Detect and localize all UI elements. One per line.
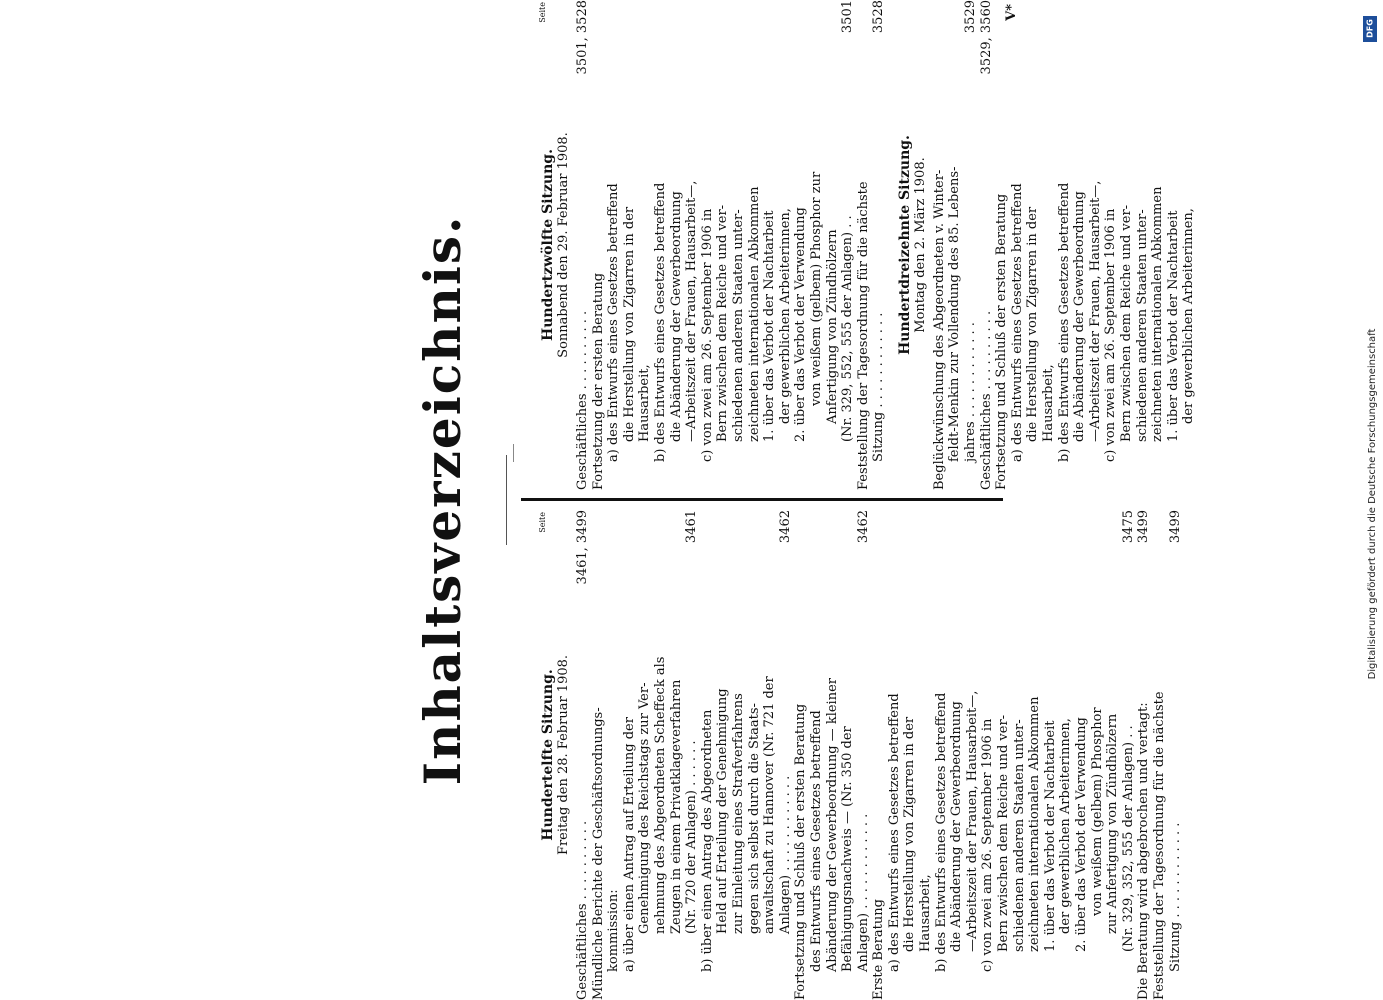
toc-entry [622,0,638,490]
toc-entry-text: Bern zwischen dem Reiche und ver- [996,714,1012,952]
toc-entry-text: Sitzung . . . . . . . . . . . . [1167,822,1183,972]
toc-entry [1103,0,1119,490]
toc-entry-text: anwaltschaft zu Hannover (Nr. 721 der [762,676,778,934]
toc-entry [1074,510,1090,1000]
toc-entry [918,510,934,1000]
toc-entry-text: zur Einleitung eines Strafverfahrens [730,693,746,934]
toc-entry [1027,510,1043,1000]
toc-entry [1025,0,1041,490]
toc-entry [793,510,809,1000]
toc-entry-text: Geschäftliches . . . . . . . . . . [978,310,994,490]
toc-entry [1012,510,1028,1000]
toc-entry-text: die Abänderung der Gewerbeordnung [1072,191,1088,442]
toc-entry [902,510,918,1000]
toc-entry [637,510,653,1000]
toc-entry [1057,0,1073,490]
toc-entry-text: feldt-Menkin zur Vollendung des 85. Lebens- [947,166,963,462]
toc-page-ref: 3499 [1136,510,1152,544]
dfg-logo-text: DFG [1365,19,1375,38]
session-heading: Hundertelfte Sitzung. [540,669,556,841]
toc-entry [715,0,731,490]
session-heading: Hundertdreizehnte Sitzung. [896,135,913,355]
toc-entry-text: der gewerblichen Arbeiterinnen, [1181,208,1197,424]
toc-entry [684,0,700,490]
toc-entry-text: von weißem (gelbem) Phosphor zur [808,171,824,406]
toc-page-ref: 3462 [855,510,871,544]
toc-entry [1166,0,1182,490]
toc-entry-text: Fortsetzung der ersten Beratung [590,272,606,490]
toc-entry-text: Fortsetzung und Schluß der ersten Beratung [994,193,1010,490]
toc-entry [575,0,591,490]
toc-entry [1072,0,1088,490]
toc-entry-text: 1. über das Verbot der Nachtarbeit [1042,720,1058,952]
toc-entry [700,0,716,490]
toc-entry-text: Erste Beratung [871,899,887,1000]
toc-entry-text: schiedenen anderen Staaten unter- [1011,719,1027,952]
toc-entry [669,0,685,490]
toc-entry-text: Beglückwünschung des Abgeordneten v. Winter- [931,169,947,490]
toc-entry-text: die Herstellung von Zigarren in der [621,206,637,442]
toc-entry-text: (Nr. 329, 552, 555 der Anlagen) . . [840,215,856,442]
toc-entry [963,0,979,490]
toc-entry [809,510,825,1000]
toc-entry [1152,510,1168,1000]
title-rule-small [513,444,514,462]
toc-entry-text: Anlagen) . . . . . . . . . . . . [855,813,871,972]
toc-entry-text: b) des Entwurfs eines Gesetzes betreffend [933,692,949,972]
toc-entry-text: —Arbeitszeit der Frauen, Hausarbeit—, [684,180,700,442]
page-number: V* [1004,4,1019,21]
toc-entry-text: Fortsetzung und Schluß der ersten Beratung [793,703,809,1000]
toc-entry [809,0,825,490]
toc-entry [591,0,607,490]
toc-entry-text: c) von zwei am 26. September 1906 in [980,718,996,972]
toc-entry [949,510,965,1000]
toc-entry-text: die Herstellung von Zigarren in der [1025,206,1041,442]
toc-entry-text: Die Beratung wird abgebrochen und vertagt: [1136,702,1152,1000]
toc-entry-text: nehmung des Abgeordneten Scheffeck als [652,656,668,934]
toc-page-ref: 3529, 3560 [978,0,994,75]
toc-entry [1181,0,1197,490]
toc-entry [1105,510,1121,1000]
toc-entry [996,510,1012,1000]
toc-entry-text: die Abänderung der Gewerbeordnung [668,191,684,442]
toc-page-ref: 3461 [684,510,700,544]
session-date: Montag den 2. März 1908. [912,157,928,333]
toc-entry-text: a) des Entwurfs eines Gesetzes betreffend [606,183,622,462]
toc-entry-text: des Entwurfs eines Gesetzes betreffend [808,710,824,972]
toc-entry-text: schiedenen anderen Staaten unter- [730,209,746,442]
toc-entry [669,510,685,1000]
toc-entry [1150,0,1166,490]
toc-entry [856,510,872,1000]
toc-entry-text: der gewerblichen Arbeiterinnen, [1058,718,1074,934]
toc-entry [932,0,948,490]
toc-entry-text: Anfertigung von Zündhölzern [824,229,840,424]
toc-page-ref: 3461, 3499 [575,510,590,585]
toc-entry-text: Genehmigung des Reichstags zur Ver- [637,682,653,934]
toc-entry [1136,510,1152,1000]
toc-entry-text: a) des Entwurfs eines Gesetzes betreffend [1009,183,1025,462]
toc-entry [1088,0,1104,490]
toc-entry [871,0,887,490]
toc-entry [591,510,607,1000]
toc-entry [825,510,841,1000]
title-rule [506,455,507,545]
toc-entry-text: Befähigungsnachweis — (Nr. 350 der [840,726,856,972]
toc-entry [622,510,638,1000]
toc-entry-text: 2. über das Verbot der Verwendung [793,207,809,442]
toc-entry-text: schiedenen anderen Staaten unter- [1134,209,1150,442]
toc-entry [731,510,747,1000]
toc-entry-text: Sitzung . . . . . . . . . . . . [871,312,887,462]
toc-entry [700,510,716,1000]
toc-entry [1090,510,1106,1000]
toc-entry-text: zeichneten internationalen Abkommen [746,186,762,442]
toc-entry-text: a) über einen Antrag auf Erteilung der [621,717,637,972]
toc-entry-text: Held auf Erteilung der Genehmigung [715,688,731,934]
toc-entry [637,0,653,490]
toc-page-ref: 3462 [777,510,793,544]
toc-entry [747,0,763,490]
toc-entry-text: Hausarbeit, [1041,364,1057,442]
toc-entry-text: zur Anfertigung von Zündhölzern [1105,713,1121,934]
toc-entry [1121,510,1137,1000]
toc-entry [1041,0,1057,490]
toc-entry [684,510,700,1000]
toc-entry-text: jahres . . . . . . . . . . . . [963,322,979,462]
toc-entry-text: Geschäftliches . . . . . . . . . . [575,820,590,1000]
toc-entry-text: Hausarbeit, [637,364,653,442]
toc-entry [871,510,887,1000]
toc-entry-text: zeichneten internationalen Abkommen [1027,696,1043,952]
toc-entry-text: a) des Entwurfs eines Gesetzes betreffend [886,693,902,972]
toc-entry [747,510,763,1000]
toc-entry [653,510,669,1000]
rotated-page [361,0,1197,1000]
toc-entry [1119,0,1135,490]
toc-entry-text: Feststellung der Tagesordnung für die nächste [1151,691,1167,1000]
toc-entry-text: Bern zwischen dem Reiche und ver- [715,204,731,442]
toc-entry-text: Hausarbeit, [918,874,934,952]
seite-label: Seite [538,2,547,23]
toc-entry-text: Mündliche Berichte der Geschäftsordnungs- [590,707,606,1000]
toc-entry-text: Bern zwischen dem Reiche und ver- [1119,204,1134,442]
toc-entry [840,510,856,1000]
toc-entry [778,0,794,490]
toc-entry [793,0,809,490]
toc-entry [715,510,731,1000]
toc-entry [994,0,1010,490]
toc-entry-text: der gewerblichen Arbeiterinnen, [777,208,793,424]
toc-page-ref: 3475 [1120,510,1136,544]
toc-page-ref: 3501 [840,0,856,34]
left-column [536,510,1183,1000]
toc-entry [1168,510,1184,1000]
seite-label: Seite [538,512,547,533]
toc-page-ref: 3499 [1167,510,1183,544]
toc-entry [653,0,669,490]
toc-entry-text: die Abänderung der Gewerbeordnung [949,701,965,952]
toc-entry [1010,0,1026,490]
toc-entry [606,510,622,1000]
toc-entry-text: kommission: [606,889,622,972]
toc-entry-text: Geschäftliches . . . . . . . . . . [575,310,590,490]
toc-entry [1058,510,1074,1000]
session-heading: Hundertzwölfte Sitzung. [540,149,556,341]
toc-entry [825,0,841,490]
right-column [536,0,1197,490]
toc-entry [762,0,778,490]
toc-entry [840,0,856,490]
side-note-text: Digitalisierung gefördert durch die Deutsche Forschungsgemeinschaft [1367,328,1378,680]
toc-entry-text: 1. über das Verbot der Nachtarbeit [762,210,778,442]
toc-entry [980,510,996,1000]
toc-page-ref: 3528 [871,0,887,34]
toc-entry-text: —Arbeitszeit der Frauen, Hausarbeit—, [1087,180,1103,442]
toc-entry [575,510,591,1000]
toc-entry-text: die Herstellung von Zigarren in der [902,716,918,952]
toc-page-ref: 3501, 3528 [575,0,590,75]
toc-entry-text: von weißem (gelbem) Phosphor [1089,707,1105,916]
toc-entry [979,0,995,490]
toc-entry-text: (Nr. 329, 352, 555 der Anlagen) . . [1120,725,1136,952]
toc-entry [606,0,622,490]
toc-entry [947,0,963,490]
toc-entry [965,510,981,1000]
toc-entry-text: Feststellung der Tagesordnung für die nächste [855,181,871,490]
toc-entry-text: b) des Entwurfs eines Gesetzes betreffend [1056,182,1072,462]
toc-entry-text: —Arbeitszeit der Frauen, Hausarbeit—, [964,690,980,952]
toc-entry-text: c) von zwei am 26. September 1906 in [1103,208,1119,462]
toc-entry-text: c) von zwei am 26. September 1906 in [699,208,715,462]
toc-entry-text: 1. über das Verbot der Nachtarbeit [1165,210,1181,442]
toc-entry-text: Zeugen in einem Privatklageverfahren [668,679,684,934]
toc-entry [856,0,872,490]
toc-entry-text: gegen sich selbst durch die Staats- [746,703,762,934]
toc-entry [887,510,903,1000]
toc-page-ref: 3529 [963,0,979,34]
toc-entry [762,510,778,1000]
session-date: Sonnabend den 29. Februar 1908. [556,132,571,358]
toc-entry-text: (Nr. 720 der Anlagen) . . . . . . [684,740,700,934]
toc-entry-text: zeichneten internationalen Abkommen [1150,186,1166,442]
toc-entry-text: b) des Entwurfs eines Gesetzes betreffend [652,182,668,462]
toc-entry [1135,0,1151,490]
toc-entry [934,510,950,1000]
toc-entry-text: b) über einen Antrag des Abgeordneten [699,709,715,972]
toc-entry [1043,510,1059,1000]
toc-entry-text: 2. über das Verbot der Verwendung [1074,717,1089,952]
toc-entry-text: Anlagen) . . . . . . . . . . . . [777,775,793,934]
page-title: Inhaltsverzeichnis. [413,214,472,786]
column-divider [521,498,1003,501]
toc-entry-text: Abänderung der Gewerbeordnung — kleiner [824,678,840,972]
toc-entry [731,0,747,490]
session-date: Freitag den 28. Februar 1908. [556,654,571,856]
toc-entry [778,510,794,1000]
